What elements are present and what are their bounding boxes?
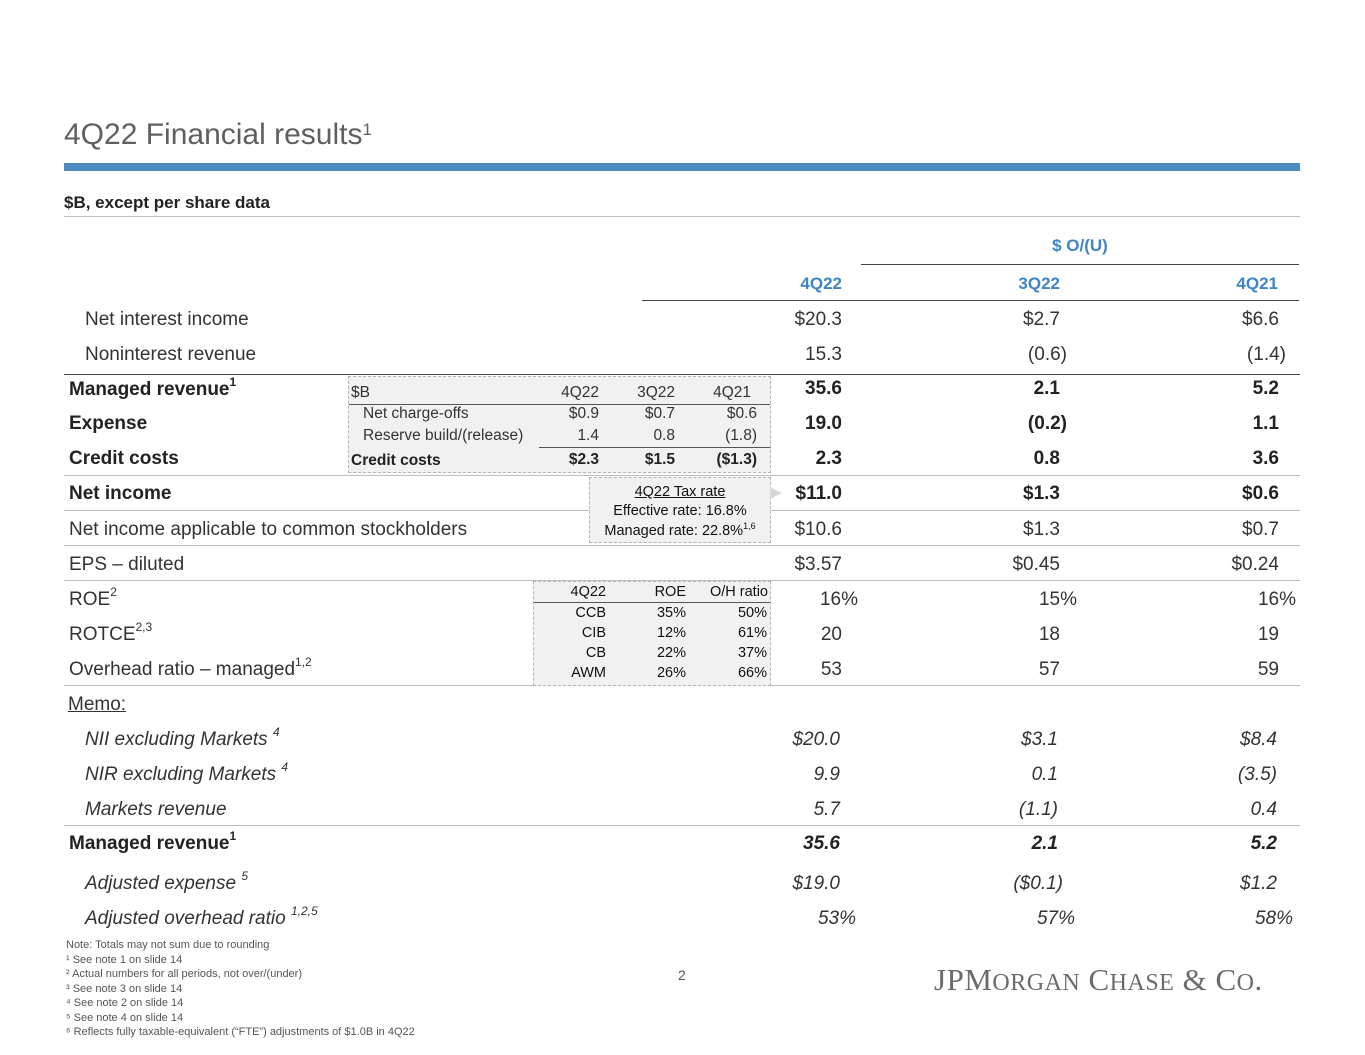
col-header-4q21: 4Q21 <box>1236 274 1278 293</box>
row-label: Noninterest revenue <box>85 344 257 365</box>
row-value-3q22: $0.45 <box>1012 554 1060 575</box>
row-value-4q22: $20.3 <box>794 309 842 330</box>
memo-value-3q22: 57% <box>1036 908 1075 929</box>
roe-by-segment-inset <box>533 581 771 686</box>
memo-value-3q22: ($0.1) <box>1013 873 1063 894</box>
segment-oh-ratio: 61% <box>737 625 767 641</box>
row-label: ROE$^2$ <box>69 585 117 610</box>
row-label: Net income <box>69 483 172 504</box>
memo-value-4q22: 53% <box>817 908 856 929</box>
inset-header-4q21: 4Q21 <box>713 384 751 401</box>
segment-roe: 22% <box>656 645 686 661</box>
row-value-4q21: 16% <box>1257 589 1296 610</box>
footnote: ⁶ Reflects fully taxable-equivalent (“FTE”) adjustments of $1.0B in 4Q22 <box>66 1026 415 1038</box>
segment-label: CIB <box>581 625 606 641</box>
row-label: Expense <box>69 413 148 434</box>
group-header: $ O/(U) <box>1052 236 1108 255</box>
memo-value-3q22: 2.1 <box>1031 833 1058 854</box>
memo-row-label: NII excluding Markets $^4$ <box>85 725 280 750</box>
page-number: 2 <box>678 967 686 983</box>
row-value-4q21: 3.6 <box>1252 448 1279 469</box>
effective-rate: Effective rate: 16.8% <box>613 503 747 519</box>
row-value-4q21: $0.7 <box>1242 519 1279 540</box>
callout-pointer-icon <box>770 487 782 499</box>
memo-value-3q22: $3.1 <box>1021 729 1058 750</box>
inset-row-label: Reserve build/(release) <box>363 427 524 444</box>
roe-inset-header: 4Q22 <box>570 584 606 600</box>
memo-value-3q22: 0.1 <box>1031 764 1058 785</box>
row-label: Net interest income <box>85 309 249 330</box>
row-value-3q22: 57 <box>1038 659 1060 680</box>
inset-value: (1.8) <box>725 427 757 444</box>
row-value-3q22: 0.8 <box>1033 448 1060 469</box>
memo-value-3q22: (1.1) <box>1018 799 1058 820</box>
row-value-3q22: 15% <box>1038 589 1077 610</box>
roe-inset-header-rule <box>534 602 770 603</box>
roe-inset-header: ROE <box>654 584 686 600</box>
row-value-3q22: 18 <box>1038 624 1060 645</box>
segment-roe: 35% <box>656 605 686 621</box>
inset-total-value: ($1.3) <box>716 451 757 468</box>
row-value-3q22: $1.3 <box>1023 483 1060 504</box>
row-value-4q21: 5.2 <box>1252 378 1279 399</box>
memo-value-4q21: 58% <box>1254 908 1293 929</box>
row-value-4q22: $10.6 <box>794 519 842 540</box>
row-value-4q21: $6.6 <box>1242 309 1279 330</box>
memo-value-4q22: $19.0 <box>792 873 840 894</box>
memo-label: Memo: <box>68 694 127 715</box>
memo-value-4q21: 5.2 <box>1250 833 1277 854</box>
inset-value: $0.6 <box>726 405 757 422</box>
footnote: Note: Totals may not sum due to rounding <box>66 939 270 951</box>
row-value-4q22: 53 <box>820 659 842 680</box>
inset-total-value: $1.5 <box>644 451 675 468</box>
memo-value-4q21: 0.4 <box>1250 799 1277 820</box>
credit-costs-inset <box>348 376 771 473</box>
row-value-3q22: 2.1 <box>1033 378 1060 399</box>
memo-rule <box>64 825 1300 826</box>
memo-value-4q22: $20.0 <box>792 729 840 750</box>
inset-value: 0.8 <box>653 427 675 444</box>
roe-inset-header: O/H ratio <box>709 584 768 600</box>
segment-roe: 12% <box>656 625 686 641</box>
tax-callout-title: 4Q22 Tax rate <box>634 484 726 500</box>
row-value-3q22: $2.7 <box>1023 309 1060 330</box>
segment-label: AWM <box>571 665 606 681</box>
inset-value: $0.7 <box>644 405 675 422</box>
row-label: Overhead ratio – managed$^{1,2}$ <box>69 655 312 680</box>
row-value-3q22: $1.3 <box>1023 519 1060 540</box>
row-value-4q22: $3.57 <box>794 554 842 575</box>
section-rule <box>64 374 1300 375</box>
row-label: Net income applicable to common stockholders <box>69 519 468 540</box>
memo-value-4q22: 35.6 <box>803 833 840 854</box>
memo-row-label: Managed revenue$^1$ <box>69 829 237 854</box>
title-divider <box>64 163 1300 171</box>
row-label: EPS – diluted <box>69 554 185 575</box>
row-value-4q22: 15.3 <box>805 344 842 365</box>
row-value-4q21: 19 <box>1257 624 1279 645</box>
header-rule <box>642 300 1299 301</box>
row-value-4q21: $0.6 <box>1242 483 1279 504</box>
row-label: Credit costs <box>69 448 179 469</box>
row-value-3q22: (0.2) <box>1027 413 1067 434</box>
row-label: ROTCE$^{2,3}$ <box>69 620 153 645</box>
managed-rate: Managed rate: 22.8%$^{1,6}$ <box>604 521 756 539</box>
inset-value: 1.4 <box>577 427 599 444</box>
inset-header-unit: $B <box>351 384 370 401</box>
row-value-4q22: 35.6 <box>805 378 842 399</box>
inset-total-label: Credit costs <box>351 452 441 469</box>
memo-row-label: Adjusted overhead ratio $^{1,2,5}$ <box>85 904 318 929</box>
footnote: ¹ See note 1 on slide 14 <box>66 954 183 966</box>
footnote: ⁵ See note 4 on slide 14 <box>66 1012 184 1024</box>
inset-total-value: $2.3 <box>568 451 599 468</box>
inset-header-4q22: 4Q22 <box>561 384 599 401</box>
inset-header-3q22: 3Q22 <box>637 384 675 401</box>
segment-oh-ratio: 66% <box>737 665 767 681</box>
units-subtitle: $B, except per share data <box>64 193 270 212</box>
row-value-4q22: $11.0 <box>795 483 842 504</box>
page-title: 4Q22 Financial results$^1$ <box>64 118 372 151</box>
col-header-3q22: 3Q22 <box>1018 274 1060 293</box>
row-label: Managed revenue$^1$ <box>69 375 237 400</box>
row-value-4q21: (1.4) <box>1246 344 1286 365</box>
row-value-4q22: 20 <box>820 624 842 645</box>
group-header-rule <box>861 264 1299 265</box>
segment-oh-ratio: 50% <box>737 605 767 621</box>
memo-value-4q21: $1.2 <box>1240 873 1277 894</box>
inset-value: $0.9 <box>568 405 599 422</box>
company-logo: JPMORGAN CHASE & CO. <box>934 962 1263 997</box>
memo-row-label: Adjusted expense $^5$ <box>85 869 249 894</box>
footnote: ² Actual numbers for all periods, not over/(under) <box>66 968 303 980</box>
memo-row-label: Markets revenue <box>85 799 227 820</box>
row-value-4q22: 2.3 <box>815 448 842 469</box>
segment-label: CCB <box>575 605 606 621</box>
tax-rate-callout <box>589 477 771 543</box>
row-rule <box>64 545 1300 546</box>
memo-value-4q21: $8.4 <box>1240 729 1277 750</box>
inset-total-rule <box>539 447 770 448</box>
inset-row-label: Net charge-offs <box>363 405 469 422</box>
memo-value-4q22: 9.9 <box>813 764 840 785</box>
footnote: ³ See note 3 on slide 14 <box>66 983 183 995</box>
row-value-4q22: 19.0 <box>805 413 842 434</box>
row-value-4q21: 1.1 <box>1252 413 1279 434</box>
memo-row-label: NIR excluding Markets $^4$ <box>85 760 289 785</box>
col-header-4q22: 4Q22 <box>800 274 842 293</box>
row-rule <box>64 475 1300 476</box>
memo-value-4q22: 5.7 <box>813 799 840 820</box>
row-value-4q21: 59 <box>1257 659 1279 680</box>
subtitle-rule <box>64 216 1300 217</box>
row-value-3q22: (0.6) <box>1027 344 1067 365</box>
segment-oh-ratio: 37% <box>737 645 767 661</box>
segment-roe: 26% <box>656 665 686 681</box>
footnote: ⁴ See note 2 on slide 14 <box>66 997 184 1009</box>
memo-value-4q21: (3.5) <box>1237 764 1277 785</box>
segment-label: CB <box>585 645 606 661</box>
row-value-4q22: 16% <box>819 589 858 610</box>
row-value-4q21: $0.24 <box>1231 554 1279 575</box>
